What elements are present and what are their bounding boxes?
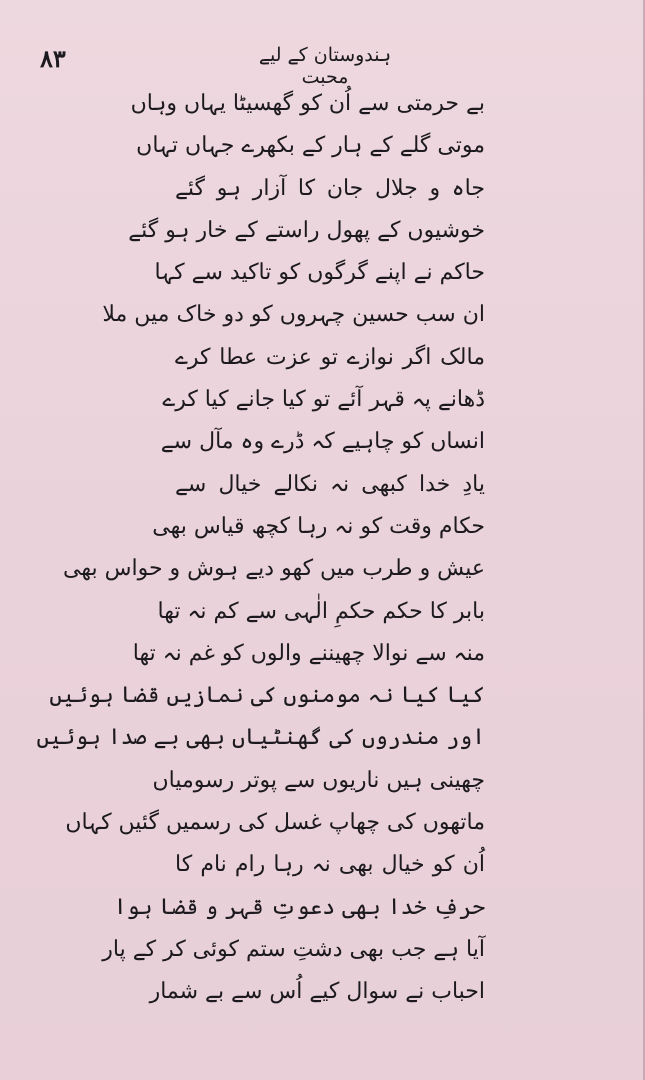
poem-line: مالک اگر نوازے تو عزت عطا کرے <box>175 344 485 370</box>
poem-line: اُن کو خیال بھی نہ رہا رام نام کا <box>175 852 485 878</box>
poem-line: احباب نے سوال کیے اُس سے بے شمار <box>149 979 485 1005</box>
poem-line: اور مندروں کی گھنٹیاں بھی بے صدا ہوئیں <box>36 725 485 751</box>
poem-line: انساں کو چاہیے کہ ڈرے وہ مآل سے <box>160 429 485 455</box>
poem-line: چھینی ہیں ناریوں سے پوتر رسومیاں <box>152 767 485 793</box>
poem-line: حاکم نے اپنے گرگوں کو تاکید سے کہا <box>154 260 485 286</box>
poem-line: بابر کا حکم حکمِ الٰہی سے کم نہ تھا <box>157 598 485 624</box>
poem-line: بے حرمتی سے اُن کو گھسیٹا یہاں وہاں <box>130 91 485 116</box>
poem-line: ڈھانے پہ قہر آئے تو کیا جانے کیا کرے <box>162 387 485 413</box>
page-number: ۸۳ <box>40 44 66 73</box>
poem-line: ماتھوں کی چھاپ غسل کی رسمیں گئیں کہاں <box>65 810 485 836</box>
poem-line: کیا کیا نہ مومنوں کی نمازیں قضا ہوئیں <box>49 683 485 709</box>
poem-line: آیا ہے جب بھی دشتِ ستم کوئی کر کے پار <box>102 936 485 962</box>
poem-line: حکام وقت کو نہ رہا کچھ قیاس بھی <box>152 513 485 539</box>
running-head: ہندوستان کے لیے محبت <box>258 44 392 88</box>
poem-line: جاہ و جلال جان کا آزار ہو گئے <box>175 175 485 201</box>
poem-line: یادِ خدا کبھی نہ نکالے خیال سے <box>175 471 485 497</box>
poem-line: حرفِ خدا بھی دعوتِ قہر و قضا ہوا <box>113 894 485 920</box>
poem-line: موتی گلے کے ہار کے بکھرے جہاں تہاں <box>136 133 485 159</box>
poem-lines <box>36 83 485 1014</box>
poem-line: منہ سے نوالا چھیننے والوں کو غم نہ تھا <box>132 640 485 666</box>
poem-line: ان سب حسین چہروں کو دو خاک میں ملا <box>102 302 485 328</box>
poem-line: خوشیوں کے پھول راستے کے خار ہو گئے <box>128 217 485 243</box>
poem-line: عیش و طرب میں کھو دیے ہوش و حواس بھی <box>63 556 485 582</box>
